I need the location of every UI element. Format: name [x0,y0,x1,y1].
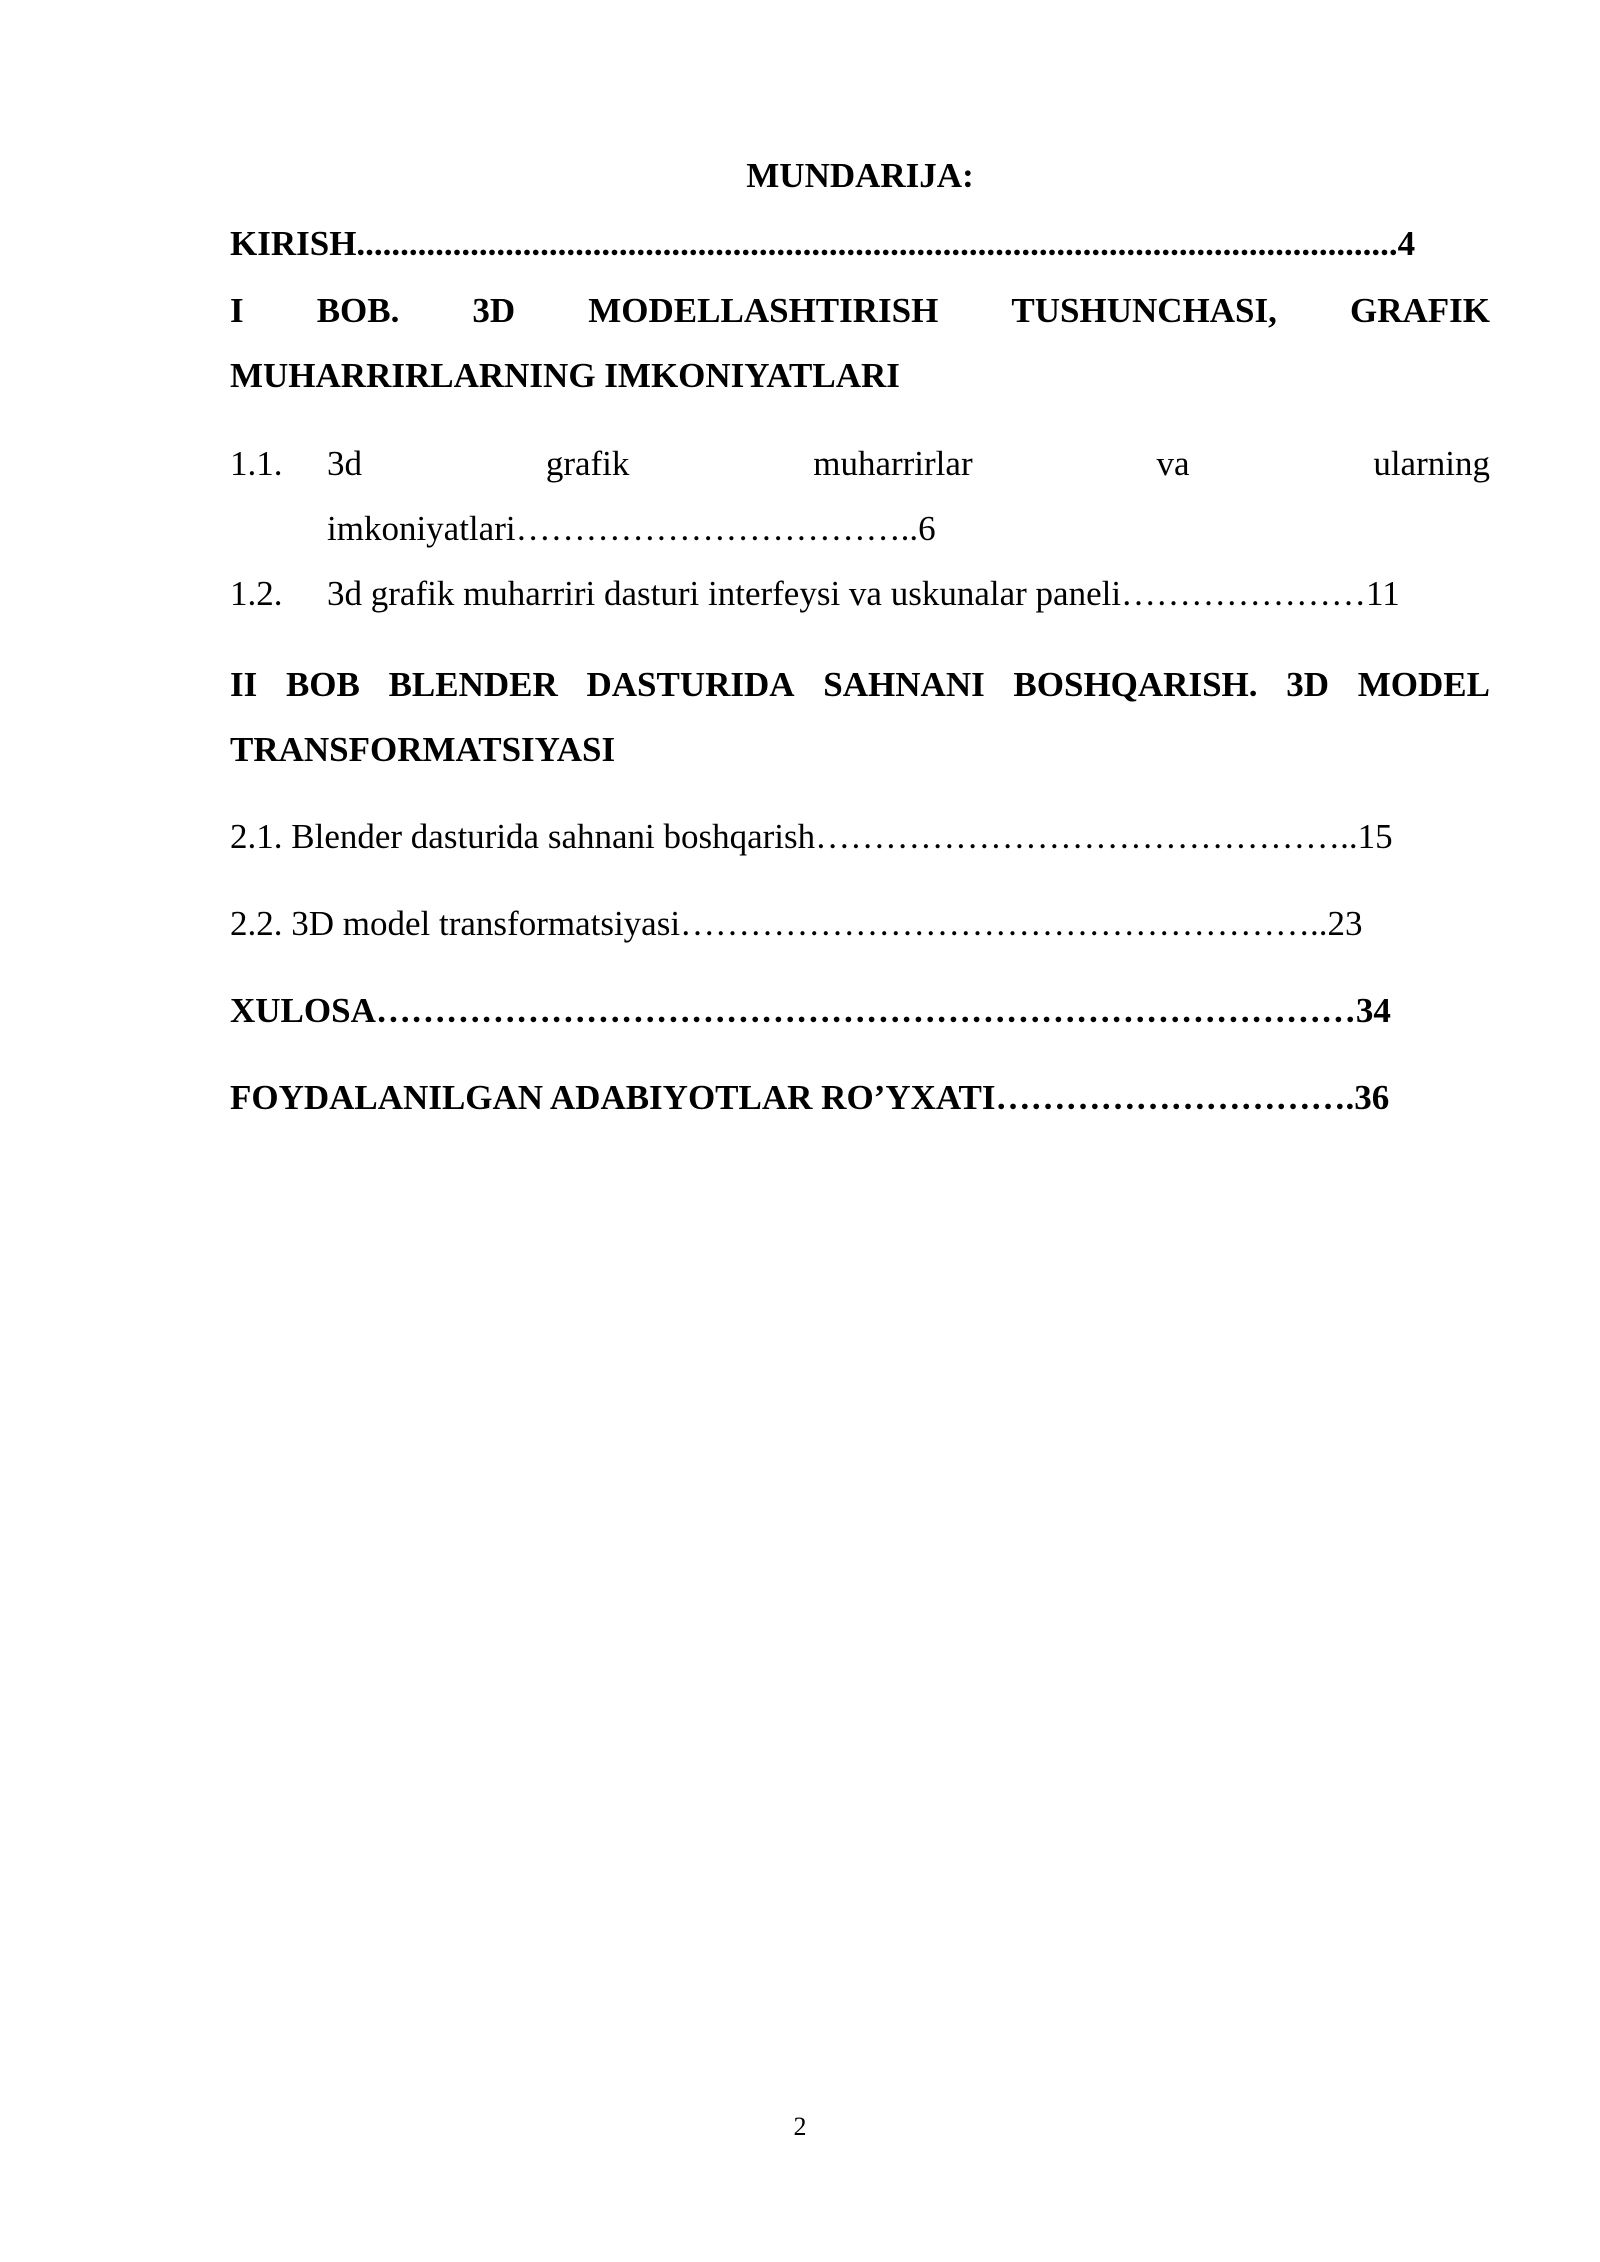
toc-entry-kirish: KIRISH.......................................................................................................................4 [230,224,1416,263]
toc-word: MODELLASHTIRISH [588,291,939,330]
toc-title: MUNDARIJA: [746,156,974,195]
toc-entry-adabiyotlar: FOYDALANILGAN ADABIYOTLAR RO’YXATI………………………….36 [230,1078,1390,1117]
toc-word: muharrirlar [813,444,973,483]
toc-word: 3D [1286,665,1330,704]
toc-word: BOSHQARISH. [1013,665,1258,704]
toc-word: BOB [285,665,360,704]
toc-chapter-2-line-2: TRANSFORMATSIYASI [230,730,616,769]
toc-word: MODEL [1357,665,1490,704]
toc-section-1-1-words [327,444,1490,484]
toc-word: ularning [1373,444,1490,483]
toc-section-number: 1.1. [230,444,283,483]
toc-word: grafik [545,444,630,483]
toc-section-1-1-line-2: imkoniyatlari……………………………..6 [327,509,936,548]
toc-entry-xulosa: XULOSA…………………………………………………………………………34 [230,991,1391,1030]
toc-word: I [230,291,244,330]
page-number: 2 [793,2112,807,2141]
toc-section-2-2: 2.2. 3D model transformatsiyasi………………………………………………..23 [230,904,1363,943]
toc-word: BOB. [316,291,400,330]
toc-word: SAHNANI [823,665,985,704]
toc-chapter-2-line-1 [230,665,1490,705]
toc-word: TUSHUNCHASI, [1011,291,1277,330]
toc-word: BLENDER [388,665,558,704]
toc-section-2-1: 2.1. Blender dasturida sahnani boshqarish………………………………………..15 [230,817,1393,856]
toc-word: 3D [472,291,516,330]
toc-word: II [230,665,258,704]
toc-word: GRAFIK [1349,291,1490,330]
toc-chapter-1-line-1 [230,291,1490,331]
toc-word: DASTURIDA [586,665,795,704]
toc-section-number: 1.2. [230,574,283,613]
toc-chapter-1-line-2: MUHARRIRLARNING IMKONIYATLARI [230,356,900,395]
toc-section-1-2 [230,574,1490,614]
toc-section-text: 3d grafik muharriri dasturi interfeysi va uskunalar paneli…………………11 [327,574,1400,613]
toc-word: 3d [327,444,362,483]
toc-word: va [1156,444,1190,483]
